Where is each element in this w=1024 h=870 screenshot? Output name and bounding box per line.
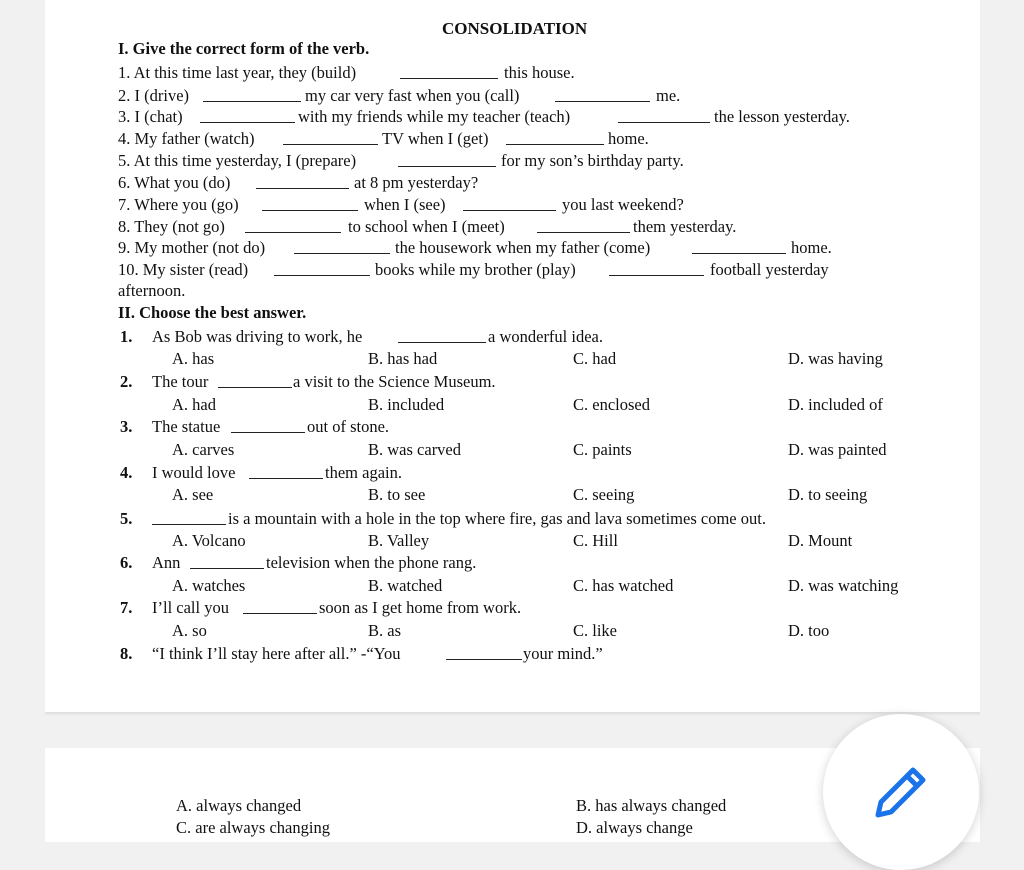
question-text: Ann <box>152 553 181 572</box>
question-text: I’ll call you <box>152 598 229 617</box>
answer-blank[interactable] <box>400 78 498 79</box>
option-b[interactable]: B. as <box>368 621 401 640</box>
item-text: 1. At this time last year, they (build) <box>118 63 357 82</box>
answer-blank[interactable] <box>218 387 292 388</box>
part2-heading-text: II. Choose the best answer. <box>118 303 307 322</box>
item-text: you last weekend? <box>562 195 684 214</box>
part1-item-6 <box>0 172 1024 194</box>
question-number: 4. <box>120 463 133 482</box>
item-text: 4. My father (watch) <box>118 129 255 148</box>
item-text: home. <box>608 129 649 148</box>
answer-blank[interactable] <box>249 478 323 479</box>
option-d[interactable]: D. was watching <box>788 576 899 595</box>
option-c[interactable]: C. paints <box>573 440 632 459</box>
question-5 <box>0 508 1024 530</box>
question-5-options <box>0 530 1024 552</box>
option-d[interactable]: D. always change <box>576 818 693 837</box>
option-d[interactable]: D. was having <box>788 349 883 368</box>
answer-blank[interactable] <box>618 122 710 123</box>
page-divider <box>45 712 980 716</box>
worksheet-title <box>0 18 1024 40</box>
option-b[interactable]: B. to see <box>368 485 426 504</box>
question-4 <box>0 462 1024 484</box>
option-b[interactable]: B. included <box>368 395 445 414</box>
answer-blank[interactable] <box>463 210 556 211</box>
option-a[interactable]: A. so <box>172 621 207 640</box>
item-text: when I (see) <box>364 195 446 214</box>
question-text: soon as I get home from work. <box>319 598 522 617</box>
option-a[interactable]: A. had <box>172 395 216 414</box>
option-b[interactable]: B. was carved <box>368 440 462 459</box>
part1-item-1 <box>0 62 1024 84</box>
item-text: 2. I (drive) <box>118 86 190 105</box>
question-text: a visit to the Science Museum. <box>293 372 496 391</box>
question-1 <box>0 326 1024 348</box>
question-2-options <box>0 394 1024 416</box>
item-text: the housework when my father (come) <box>395 238 651 257</box>
question-number: 8. <box>120 644 133 663</box>
item-text: afternoon. <box>118 281 186 300</box>
pencil-icon <box>873 764 929 820</box>
part1-heading-text: I. Give the correct form of the verb. <box>118 39 370 58</box>
part1-heading <box>0 38 1024 60</box>
answer-blank[interactable] <box>203 101 301 102</box>
answer-blank[interactable] <box>190 568 264 569</box>
question-text: I would love <box>152 463 236 482</box>
answer-blank[interactable] <box>555 101 650 102</box>
part1-item-9 <box>0 237 1024 259</box>
part1-item-3 <box>0 106 1024 128</box>
answer-blank[interactable] <box>262 210 358 211</box>
part1-item-7 <box>0 194 1024 216</box>
part1-item-8 <box>0 216 1024 238</box>
answer-blank[interactable] <box>283 144 378 145</box>
item-text: 9. My mother (not do) <box>118 238 266 257</box>
option-a[interactable]: A. Volcano <box>172 531 246 550</box>
question-text: The tour <box>152 372 209 391</box>
answer-blank[interactable] <box>243 613 317 614</box>
edit-button[interactable] <box>823 714 979 870</box>
option-a[interactable]: A. always changed <box>176 796 302 815</box>
question-text: out of stone. <box>307 417 390 436</box>
question-7 <box>0 597 1024 619</box>
option-d[interactable]: D. was painted <box>788 440 887 459</box>
answer-blank[interactable] <box>256 188 349 189</box>
option-b[interactable]: B. has always changed <box>576 796 727 815</box>
part1-item-5 <box>0 150 1024 172</box>
item-text: home. <box>791 238 832 257</box>
item-text: them yesterday. <box>633 217 737 236</box>
question-3-options <box>0 439 1024 461</box>
question-text: “I think I’ll stay here after all.” -“You <box>152 644 401 663</box>
answer-blank[interactable] <box>398 342 486 343</box>
item-text: 6. What you (do) <box>118 173 231 192</box>
question-text: is a mountain with a hole in the top where fire, gas and lava sometimes come out. <box>228 509 766 528</box>
item-text: 5. At this time yesterday, I (prepare) <box>118 151 357 170</box>
option-a[interactable]: A. carves <box>172 440 235 459</box>
option-b[interactable]: B. Valley <box>368 531 430 550</box>
question-number: 5. <box>120 509 133 528</box>
part1-item-4 <box>0 128 1024 150</box>
option-c[interactable]: C. enclosed <box>573 395 650 414</box>
option-c[interactable]: C. had <box>573 349 617 368</box>
question-2 <box>0 371 1024 393</box>
answer-blank[interactable] <box>152 524 226 525</box>
question-number: 7. <box>120 598 133 617</box>
answer-blank[interactable] <box>609 275 704 276</box>
option-b[interactable]: B. has had <box>368 349 438 368</box>
item-text: TV when I (get) <box>382 129 489 148</box>
answer-blank[interactable] <box>398 166 496 167</box>
question-text: them again. <box>325 463 402 482</box>
option-c[interactable]: C. has watched <box>573 576 674 595</box>
answer-blank[interactable] <box>231 432 305 433</box>
option-c[interactable]: C. like <box>573 621 617 640</box>
option-a[interactable]: A. watches <box>172 576 246 595</box>
item-text: 10. My sister (read) <box>118 260 249 279</box>
item-text: my car very fast when you (call) <box>305 86 520 105</box>
option-a[interactable]: A. has <box>172 349 215 368</box>
part1-item-2 <box>0 85 1024 107</box>
answer-blank[interactable] <box>446 659 522 660</box>
item-text: 3. I (chat) <box>118 107 183 126</box>
answer-blank[interactable] <box>506 144 604 145</box>
question-text: a wonderful idea. <box>488 327 603 346</box>
option-d[interactable]: D. included of <box>788 395 883 414</box>
question-6-options <box>0 575 1024 597</box>
question-text: The statue <box>152 417 221 436</box>
question-1-options <box>0 348 1024 370</box>
option-c[interactable]: C. seeing <box>573 485 635 504</box>
answer-blank[interactable] <box>537 232 630 233</box>
question-number: 3. <box>120 417 133 436</box>
question-text: television when the phone rang. <box>266 553 477 572</box>
option-a[interactable]: A. see <box>172 485 214 504</box>
item-text: with my friends while my teacher (teach) <box>298 107 571 126</box>
option-b[interactable]: B. watched <box>368 576 443 595</box>
question-4-options <box>0 484 1024 506</box>
answer-blank[interactable] <box>200 122 295 123</box>
item-text: for my son’s birthday party. <box>501 151 684 170</box>
question-8 <box>0 643 1024 665</box>
item-text: me. <box>656 86 681 105</box>
question-number: 6. <box>120 553 133 572</box>
item-text: football yesterday <box>710 260 829 279</box>
question-number: 1. <box>120 327 133 346</box>
item-text: 8. They (not go) <box>118 217 225 236</box>
option-c[interactable]: C. Hill <box>573 531 618 550</box>
option-d[interactable]: D. to seeing <box>788 485 868 504</box>
part1-item-10 <box>0 259 1024 281</box>
item-text: this house. <box>504 63 575 82</box>
answer-blank[interactable] <box>692 253 786 254</box>
part2-heading <box>0 302 1024 324</box>
option-c[interactable]: C. are always changing <box>176 818 330 837</box>
answer-blank[interactable] <box>294 253 390 254</box>
question-text: your mind.” <box>523 644 603 663</box>
item-text: to school when I (meet) <box>348 217 505 236</box>
question-6 <box>0 552 1024 574</box>
option-d[interactable]: D. Mount <box>788 531 853 550</box>
question-text: As Bob was driving to work, he <box>152 327 363 346</box>
question-number: 2. <box>120 372 133 391</box>
part1-item-10-continuation <box>0 280 1024 302</box>
answer-blank[interactable] <box>274 275 370 276</box>
option-d[interactable]: D. too <box>788 621 830 640</box>
item-text: books while my brother (play) <box>375 260 576 279</box>
item-text: the lesson yesterday. <box>714 107 850 126</box>
title-text: CONSOLIDATION <box>442 19 588 38</box>
item-text: at 8 pm yesterday? <box>354 173 479 192</box>
question-7-options <box>0 620 1024 642</box>
item-text: 7. Where you (go) <box>118 195 239 214</box>
answer-blank[interactable] <box>245 232 341 233</box>
question-3 <box>0 416 1024 438</box>
